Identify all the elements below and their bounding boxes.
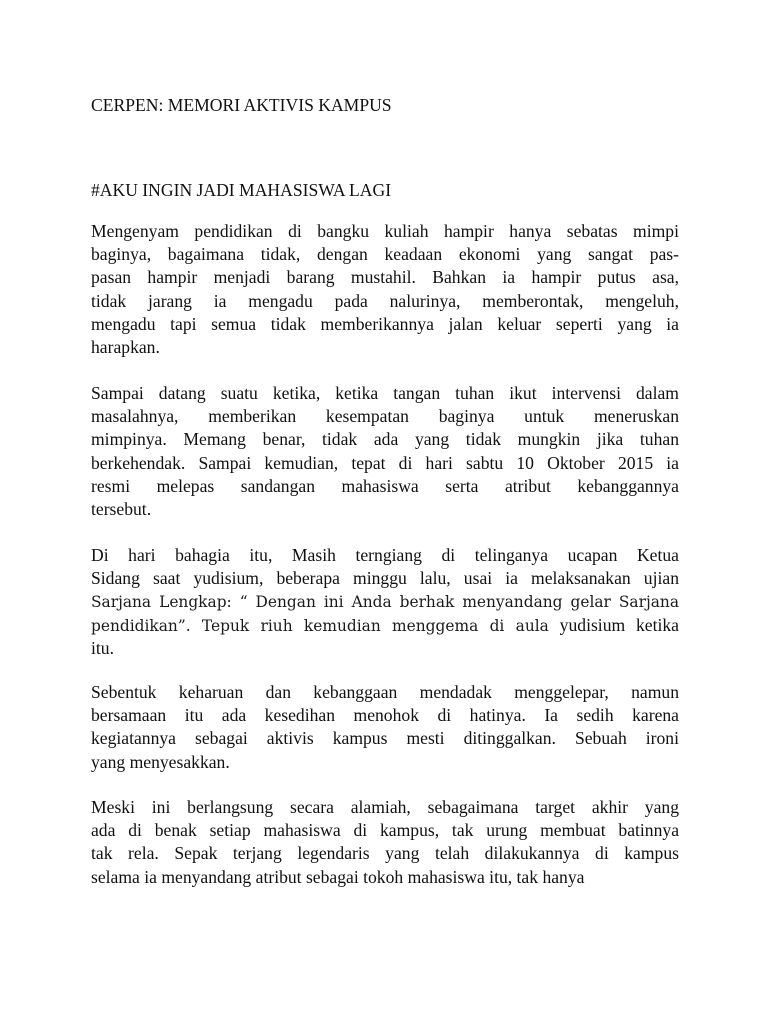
paragraph-line bbox=[91, 841, 679, 866]
paragraph-line bbox=[91, 289, 679, 314]
text-segment: itu. bbox=[91, 637, 114, 658]
text-segment: mimpinya. Memang benar, tidak ada yang tidak mungkin jika tuhan bbox=[91, 429, 679, 450]
text-segment: mengadu tapi semua tidak memberikannya jalan keluar seperti yang ia bbox=[91, 313, 679, 334]
text-segment: masalahnya, memberikan kesempatan baginya untuk meneruskan bbox=[91, 406, 679, 427]
paragraph-line bbox=[91, 312, 679, 337]
paragraph-line bbox=[91, 613, 679, 639]
text-segment: tidak jarang ia mengadu pada nalurinya, memberontak, mengeluh, bbox=[91, 290, 679, 311]
paragraph-line bbox=[91, 680, 679, 705]
text-segment: kegiatannya sebagai aktivis kampus mesti ditinggalkan. Sebuah ironi bbox=[91, 728, 679, 749]
paragraph-line bbox=[91, 219, 679, 244]
paragraph-line bbox=[91, 242, 679, 267]
paragraph-line bbox=[91, 474, 679, 499]
paragraph-line bbox=[91, 404, 679, 429]
text-segment: Mengenyam pendidikan di bangku kuliah hampir hanya sebatas mimpi bbox=[91, 221, 679, 241]
text-segment: tersebut. bbox=[91, 499, 152, 519]
section-heading: #AKU INGIN JADI MAHASISWA LAGI bbox=[91, 180, 392, 200]
paragraph-line bbox=[91, 589, 679, 615]
paragraph-line bbox=[91, 726, 679, 751]
text-segment: ada di benak setiap mahasiswa di kampus, tak urung membuat batinnya bbox=[91, 820, 679, 841]
text-segment: Meski ini berlangsung secara alamiah, sebagaimana target akhir yang bbox=[91, 797, 679, 817]
paragraph-line bbox=[91, 381, 679, 406]
text-segment: bersamaan itu ada kesedihan menohok di hatinya. Ia sedih karena bbox=[91, 705, 679, 726]
text-segment: berkehendak. Sampai kemudian, tepat di hari sabtu 10 Oktober 2015 ia bbox=[91, 452, 679, 473]
paragraph-line bbox=[91, 750, 679, 775]
text-segment: Sidang saat yudisium, beberapa minggu lalu, usai ia melaksanakan ujian bbox=[91, 568, 679, 589]
paragraph-line bbox=[91, 865, 679, 890]
text-segment: pasan hampir menjadi barang mustahil. Bahkan ia hampir putus asa, bbox=[91, 267, 679, 288]
text-segment: selama ia menyandang atribut sebagai tokoh mahasiswa itu, tak hanya bbox=[91, 866, 585, 887]
text-segment: Di hari bahagia itu, Masih terngiang di telinganya ucapan Ketua bbox=[91, 545, 679, 565]
paragraph-line bbox=[91, 543, 679, 568]
text-segment: Sebentuk keharuan dan kebanggaan mendadak menggelepar, namun bbox=[91, 682, 679, 702]
paragraph-line bbox=[91, 451, 679, 476]
paragraph-line bbox=[91, 335, 679, 360]
text-segment: Sampai datang suatu ketika, ketika tangan tuhan ikut intervensi dalam bbox=[91, 383, 679, 403]
paragraph-line bbox=[91, 265, 679, 290]
paragraph-line bbox=[91, 795, 679, 820]
text-segment: baginya, bagaimana tidak, dengan keadaan ekonomi yang sangat pas- bbox=[91, 244, 679, 265]
paragraph-line bbox=[91, 566, 679, 591]
text-segment: yang menyesakkan. bbox=[91, 751, 230, 772]
document-title: CERPEN: MEMORI AKTIVIS KAMPUS bbox=[91, 95, 392, 115]
emphasized-text: pendidikan”. Tepuk riuh kemudian menggema di aula bbox=[91, 616, 549, 635]
paragraph-line bbox=[91, 636, 679, 661]
emphasized-text: Sarjana Lengkap: “ Dengan ini Anda berhak menyandang gelar Sarjana bbox=[91, 593, 679, 612]
paragraph-line bbox=[91, 818, 679, 843]
paragraph-line bbox=[91, 427, 679, 452]
text-segment: yudisium ketika bbox=[548, 614, 679, 635]
paragraph-line bbox=[91, 703, 679, 728]
text-segment: tak rela. Sepak terjang legendaris yang telah dilakukannya di kampus bbox=[91, 843, 679, 864]
paragraph-line bbox=[91, 497, 679, 522]
text-segment: harapkan. bbox=[91, 337, 160, 357]
text-segment: resmi melepas sandangan mahasiswa serta atribut kebanggannya bbox=[91, 475, 679, 496]
